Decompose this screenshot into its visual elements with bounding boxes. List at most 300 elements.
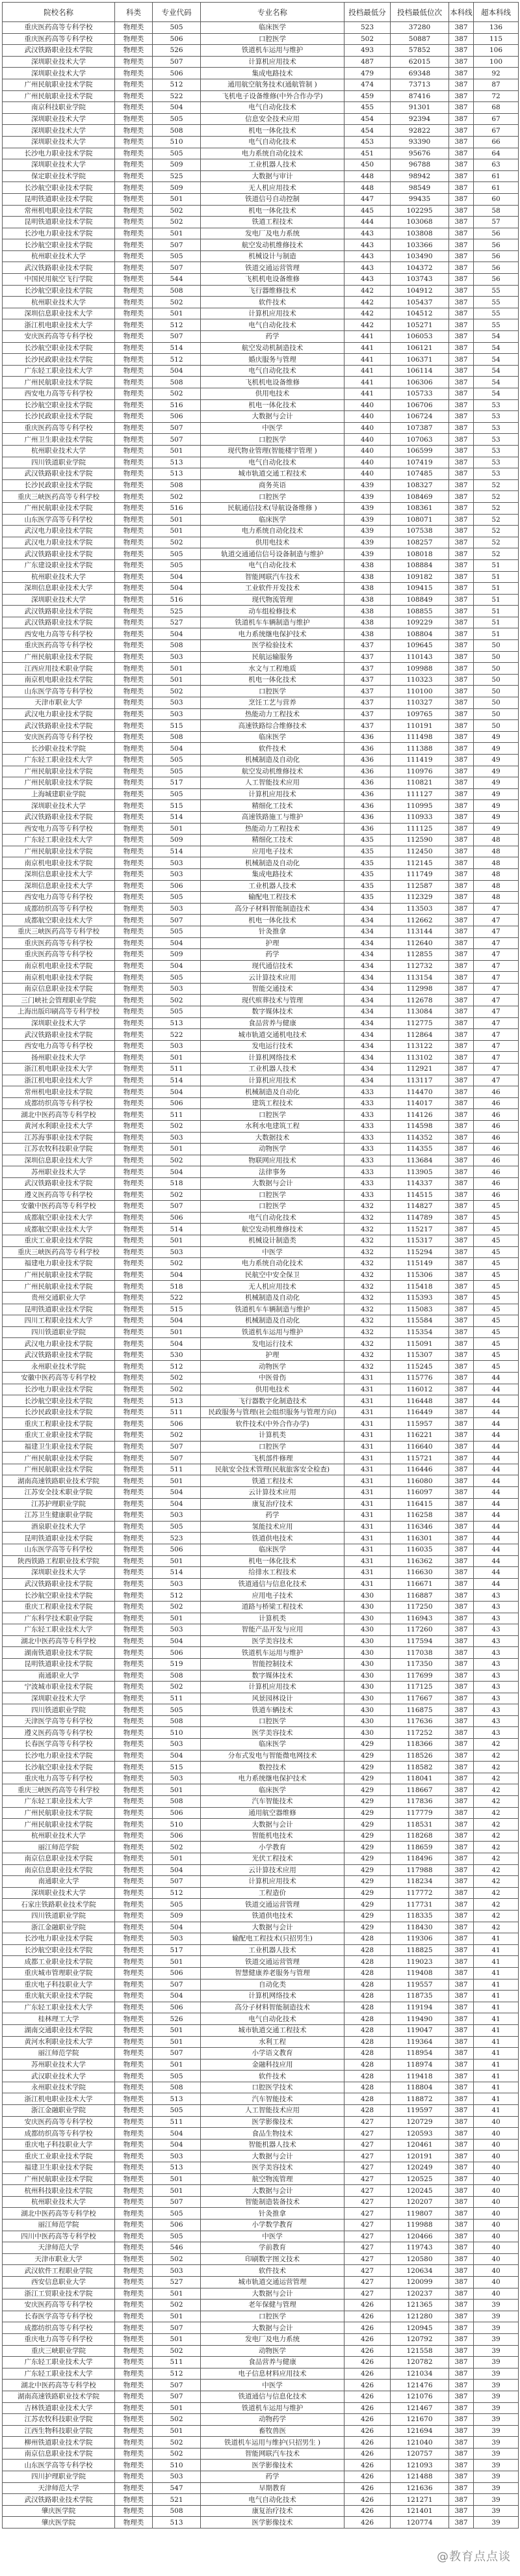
undergrad-line-cell: 387 — [449, 995, 474, 1006]
category-cell: 物理类 — [115, 1144, 153, 1155]
category-cell: 物理类 — [115, 1121, 153, 1133]
school-cell: 四川中医药高等专科学校 — [3, 2231, 115, 2242]
table-row — [3, 90, 519, 102]
undergrad-line-cell: 387 — [449, 2368, 474, 2380]
major-name-cell: 云计算技术应用 — [201, 1864, 344, 1876]
major-name-cell: 云计算技术应用 — [201, 972, 344, 984]
min-score-cell: 428 — [344, 2036, 391, 2048]
above-line-cell: 44 — [474, 1453, 519, 1464]
undergrad-line-cell: 387 — [449, 1166, 474, 1178]
min-score-cell: 430 — [344, 1715, 391, 1727]
table-row — [3, 720, 519, 732]
category-cell: 物理类 — [115, 2139, 153, 2151]
above-line-cell: 44 — [474, 1430, 519, 1442]
above-line-cell: 58 — [474, 205, 519, 217]
undergrad-line-cell: 387 — [449, 308, 474, 319]
school-cell: 长春医学高等专科学校 — [3, 2311, 115, 2322]
major-code-cell: 513 — [153, 2093, 201, 2105]
major-code-cell: 511 — [153, 1109, 201, 1121]
school-cell: 成都纺织高等专科学校 — [3, 2322, 115, 2334]
above-line-cell: 51 — [474, 559, 519, 571]
school-cell: 扬州职业技术大学 — [3, 1052, 115, 1064]
min-score-cell: 431 — [344, 1418, 391, 1430]
category-cell: 物理类 — [115, 846, 153, 857]
undergrad-line-cell: 387 — [449, 2173, 474, 2185]
undergrad-line-cell: 387 — [449, 1144, 474, 1155]
min-rank-cell: 116097 — [391, 1487, 449, 1499]
school-cell: 长沙电力职业技术学院 — [3, 1384, 115, 1395]
category-cell: 物理类 — [115, 514, 153, 526]
min-score-cell: 429 — [344, 1750, 391, 1762]
school-cell: 昆明铁道职业技术学院 — [3, 193, 115, 205]
min-rank-cell: 108361 — [391, 502, 449, 514]
major-code-cell: 506 — [153, 68, 201, 79]
min-rank-cell: 108849 — [391, 594, 449, 606]
major-name-cell: 数控技术 — [201, 1762, 344, 1773]
min-rank-cell: 108018 — [391, 548, 449, 560]
major-name-cell: 云计算技术应用 — [201, 1487, 344, 1499]
above-line-cell: 42 — [474, 1773, 519, 1784]
table-row — [3, 205, 519, 217]
major-name-cell: 输配电工程技术 — [201, 892, 344, 904]
undergrad-line-cell: 387 — [449, 1304, 474, 1315]
above-line-cell: 39 — [474, 2380, 519, 2391]
min-rank-cell: 121076 — [391, 2391, 449, 2402]
undergrad-line-cell: 387 — [449, 90, 474, 102]
min-rank-cell: 118974 — [391, 2059, 449, 2071]
major-code-cell: 505 — [153, 2071, 201, 2082]
table-row — [3, 583, 519, 595]
min-score-cell: 436 — [344, 755, 391, 766]
min-rank-cell: 109765 — [391, 708, 449, 720]
undergrad-line-cell: 387 — [449, 2265, 474, 2277]
min-rank-cell: 105733 — [391, 388, 449, 400]
table-row — [3, 1155, 519, 1166]
school-cell: 重庆工业职业技术学院 — [3, 1430, 115, 1442]
undergrad-line-cell: 387 — [449, 2231, 474, 2242]
category-cell: 物理类 — [115, 1876, 153, 1888]
table-row — [3, 1464, 519, 1475]
category-cell: 物理类 — [115, 468, 153, 480]
table-row — [3, 1441, 519, 1453]
school-cell: 深圳职业技术大学 — [3, 1567, 115, 1579]
major-name-cell: 铁道工程技术 — [201, 1475, 344, 1487]
school-cell: 福建卫生职业技术学院 — [3, 1441, 115, 1453]
major-name-cell: 口腔医学 — [201, 1441, 344, 1453]
undergrad-line-cell: 387 — [449, 1922, 474, 1933]
above-line-cell: 41 — [474, 2002, 519, 2013]
undergrad-line-cell: 387 — [449, 937, 474, 949]
category-cell: 物理类 — [115, 1281, 153, 1293]
category-cell: 物理类 — [115, 1567, 153, 1579]
table-row — [3, 2024, 519, 2036]
major-code-cell: 505 — [153, 1899, 201, 1911]
major-code-cell: 515 — [153, 1762, 201, 1773]
undergrad-line-cell: 387 — [449, 22, 474, 34]
major-code-cell: 504 — [153, 1086, 201, 1098]
min-rank-cell: 108071 — [391, 514, 449, 526]
major-code-cell: 508 — [153, 731, 201, 743]
category-cell: 物理类 — [115, 2093, 153, 2105]
major-code-cell: 503 — [153, 1510, 201, 1522]
category-cell: 物理类 — [115, 1269, 153, 1281]
above-line-cell: 49 — [474, 731, 519, 743]
table-row — [3, 2128, 519, 2140]
category-cell: 物理类 — [115, 228, 153, 239]
major-name-cell: 铁道机车车辆制造与维护 — [201, 1304, 344, 1315]
above-line-cell: 53 — [474, 445, 519, 457]
category-cell: 物理类 — [115, 1418, 153, 1430]
category-cell: 物理类 — [115, 2151, 153, 2162]
major-code-cell: 505 — [153, 2208, 201, 2220]
school-cell: 深圳职业技术大学 — [3, 136, 115, 148]
above-line-cell: 52 — [474, 537, 519, 548]
min-score-cell: 439 — [344, 479, 391, 491]
min-rank-cell: 62015 — [391, 56, 449, 68]
table-row — [3, 491, 519, 503]
min-score-cell: 429 — [344, 1762, 391, 1773]
major-name-cell: 无人机应用技术 — [201, 1281, 344, 1293]
undergrad-line-cell: 387 — [449, 1258, 474, 1270]
min-rank-cell: 115217 — [391, 1224, 449, 1235]
min-score-cell: 433 — [344, 1086, 391, 1098]
undergrad-line-cell: 387 — [449, 777, 474, 789]
school-cell: 深圳职业技术大学 — [3, 594, 115, 606]
table-row — [3, 1281, 519, 1293]
above-line-cell: 43 — [474, 1590, 519, 1602]
min-rank-cell: 116640 — [391, 1441, 449, 1453]
category-cell: 物理类 — [115, 526, 153, 537]
min-rank-cell: 87416 — [391, 90, 449, 102]
category-cell: 物理类 — [115, 2460, 153, 2471]
table-row — [3, 743, 519, 755]
major-code-cell: 513 — [153, 1395, 201, 1407]
min-score-cell: 431 — [344, 1464, 391, 1475]
above-line-cell: 46 — [474, 1132, 519, 1144]
major-code-cell: 510 — [153, 136, 201, 148]
major-code-cell: 504 — [153, 571, 201, 583]
undergrad-line-cell: 387 — [449, 1956, 474, 1968]
table-row — [3, 399, 519, 411]
above-line-cell: 40 — [474, 2253, 519, 2265]
school-cell: 重庆三峡医药高等专科学校 — [3, 491, 115, 503]
major-code-cell: 512 — [153, 354, 201, 366]
table-row — [3, 228, 519, 239]
min-rank-cell: 117988 — [391, 1864, 449, 1876]
school-cell: 安庆医药高等专科学校 — [3, 2116, 115, 2128]
category-cell: 物理类 — [115, 1201, 153, 1213]
major-code-cell: 504 — [153, 1922, 201, 1933]
min-score-cell: 438 — [344, 606, 391, 617]
above-line-cell: 48 — [474, 857, 519, 869]
undergrad-line-cell: 387 — [449, 228, 474, 239]
category-cell: 物理类 — [115, 1715, 153, 1727]
min-rank-cell: 106053 — [391, 331, 449, 343]
school-cell: 昆明铁道职业技术学院 — [3, 1304, 115, 1315]
above-line-cell: 67 — [474, 113, 519, 125]
above-line-cell: 43 — [474, 1727, 519, 1739]
major-name-cell: 计算机网络技术 — [201, 1052, 344, 1064]
major-name-cell: 印刷数字图文技术 — [201, 2253, 344, 2265]
school-cell: 重庆电子科技职业大学 — [3, 2139, 115, 2151]
above-line-cell: 47 — [474, 949, 519, 961]
header-category: 科类 — [115, 3, 153, 22]
above-line-cell: 47 — [474, 972, 519, 984]
undergrad-line-cell: 387 — [449, 571, 474, 583]
above-line-cell: 39 — [474, 2322, 519, 2334]
min-score-cell: 427 — [344, 2220, 391, 2231]
major-name-cell: 早期教育 — [201, 2482, 344, 2494]
major-code-cell: 503 — [153, 2265, 201, 2277]
table-row — [3, 2414, 519, 2426]
major-code-cell: 504 — [153, 1635, 201, 1647]
undergrad-line-cell: 387 — [449, 708, 474, 720]
major-name-cell: 发电厂及电力系统 — [201, 2333, 344, 2345]
undergrad-line-cell: 387 — [449, 1052, 474, 1064]
major-code-cell: 518 — [153, 1177, 201, 1189]
major-code-cell: 508 — [153, 377, 201, 388]
table-row — [3, 56, 519, 68]
min-rank-cell: 99435 — [391, 193, 449, 205]
school-cell: 重庆医药高等专科学校 — [3, 33, 115, 45]
table-row — [3, 708, 519, 720]
school-cell: 广州民航职业技术学院 — [3, 651, 115, 663]
category-cell: 物理类 — [115, 731, 153, 743]
table-row — [3, 537, 519, 548]
min-rank-cell: 104512 — [391, 308, 449, 319]
min-rank-cell: 118825 — [391, 1944, 449, 1956]
min-rank-cell: 116258 — [391, 1510, 449, 1522]
min-score-cell: 431 — [344, 1555, 391, 1567]
min-rank-cell: 114126 — [391, 1109, 449, 1121]
min-score-cell: 433 — [344, 1166, 391, 1178]
category-cell: 物理类 — [115, 537, 153, 548]
school-cell: 武汉铁路职业技术学院 — [3, 1029, 115, 1041]
min-rank-cell: 37280 — [391, 22, 449, 34]
above-line-cell: 42 — [474, 1819, 519, 1831]
category-cell: 物理类 — [115, 1235, 153, 1246]
table-row — [3, 1853, 519, 1865]
above-line-cell: 41 — [474, 2024, 519, 2036]
above-line-cell: 40 — [474, 2208, 519, 2220]
major-name-cell: 口腔医学 — [201, 686, 344, 697]
table-row — [3, 422, 519, 434]
table-row — [3, 2105, 519, 2117]
table-row — [3, 1933, 519, 1945]
table-row — [3, 1373, 519, 1384]
major-code-cell: 503 — [153, 2151, 201, 2162]
major-code-cell: 503 — [153, 857, 201, 869]
undergrad-line-cell: 387 — [449, 2311, 474, 2322]
category-cell: 物理类 — [115, 1933, 153, 1945]
table-row — [3, 1189, 519, 1201]
undergrad-line-cell: 387 — [449, 1853, 474, 1865]
undergrad-line-cell: 387 — [449, 731, 474, 743]
major-code-cell: 506 — [153, 33, 201, 45]
min-score-cell: 459 — [344, 90, 391, 102]
major-name-cell: 智能制造装备技术 — [201, 2196, 344, 2208]
table-row — [3, 857, 519, 869]
undergrad-line-cell: 387 — [449, 1201, 474, 1213]
undergrad-line-cell: 387 — [449, 2242, 474, 2254]
above-line-cell: 48 — [474, 868, 519, 880]
undergrad-line-cell: 387 — [449, 788, 474, 800]
undergrad-line-cell: 387 — [449, 1704, 474, 1716]
major-code-cell: 546 — [153, 2242, 201, 2254]
major-name-cell: 动物药学 — [201, 2414, 344, 2426]
undergrad-line-cell: 387 — [449, 1727, 474, 1739]
undergrad-line-cell: 387 — [449, 365, 474, 377]
above-line-cell: 40 — [474, 2185, 519, 2197]
min-score-cell: 426 — [344, 2517, 391, 2529]
major-name-cell: 铁道机车运用与维护 — [201, 1326, 344, 1338]
major-name-cell: 大数据技术 — [201, 1132, 344, 1144]
table-row — [3, 777, 519, 789]
min-rank-cell: 116875 — [391, 1704, 449, 1716]
category-cell: 物理类 — [115, 708, 153, 720]
category-cell: 物理类 — [115, 2345, 153, 2357]
undergrad-line-cell: 387 — [449, 868, 474, 880]
above-line-cell: 39 — [474, 2368, 519, 2380]
min-rank-cell: 114827 — [391, 1201, 449, 1213]
major-code-cell: 530 — [153, 1349, 201, 1361]
table-row — [3, 1647, 519, 1659]
above-line-cell: 40 — [474, 2276, 519, 2288]
undergrad-line-cell: 387 — [449, 262, 474, 274]
undergrad-line-cell: 387 — [449, 1212, 474, 1224]
major-name-cell: 机械设计制造类 — [201, 1235, 344, 1246]
major-name-cell: 航空发动机制造技术 — [201, 342, 344, 354]
major-name-cell: 医学影像技术 — [201, 2116, 344, 2128]
table-row — [3, 2036, 519, 2048]
category-cell: 物理类 — [115, 2036, 153, 2048]
major-code-cell: 508 — [153, 285, 201, 297]
min-rank-cell: 117038 — [391, 1647, 449, 1659]
major-name-cell: 医学检验技术 — [201, 640, 344, 652]
major-code-cell: 506 — [153, 2220, 201, 2231]
undergrad-line-cell: 387 — [449, 1991, 474, 2002]
major-name-cell: 软件技术 — [201, 2265, 344, 2277]
school-cell: 南京机电职业技术学院 — [3, 960, 115, 972]
above-line-cell: 40 — [474, 2220, 519, 2231]
major-code-cell: 502 — [153, 491, 201, 503]
above-line-cell: 41 — [474, 1979, 519, 1991]
min-rank-cell: 117125 — [391, 1682, 449, 1693]
school-cell: 重庆医药高等专科学校 — [3, 937, 115, 949]
category-cell: 物理类 — [115, 1075, 153, 1086]
min-rank-cell: 103808 — [391, 228, 449, 239]
school-cell: 长沙航空职业技术学院 — [3, 182, 115, 194]
undergrad-line-cell: 387 — [449, 1773, 474, 1784]
min-score-cell: 426 — [344, 2368, 391, 2380]
min-rank-cell: 120634 — [391, 2265, 449, 2277]
table-row — [3, 1304, 519, 1315]
school-cell: 江西生物科技职业学院 — [3, 2425, 115, 2437]
major-name-cell: 民政服务与管理(社会组织服务与管理方向) — [201, 1406, 344, 1418]
category-cell: 物理类 — [115, 2173, 153, 2185]
table-row — [3, 1017, 519, 1029]
undergrad-line-cell: 387 — [449, 2082, 474, 2093]
above-line-cell: 45 — [474, 1361, 519, 1373]
undergrad-line-cell: 387 — [449, 1784, 474, 1796]
category-cell: 物理类 — [115, 1762, 153, 1773]
min-rank-cell: 116448 — [391, 1395, 449, 1407]
major-name-cell: 高分子材料智能制造技术 — [201, 903, 344, 915]
school-cell: 广东轻工职业技术大学 — [3, 2357, 115, 2368]
category-cell: 物理类 — [115, 1670, 153, 1682]
min-rank-cell: 115306 — [391, 1269, 449, 1281]
above-line-cell: 47 — [474, 1052, 519, 1064]
undergrad-line-cell: 387 — [449, 926, 474, 937]
min-score-cell: 437 — [344, 640, 391, 652]
min-rank-cell: 115307 — [391, 1349, 449, 1361]
major-code-cell: 514 — [153, 342, 201, 354]
min-rank-cell: 110100 — [391, 686, 449, 697]
header-undergrad-line: 本科线 — [449, 3, 474, 22]
category-cell: 物理类 — [115, 457, 153, 468]
table-row — [3, 113, 519, 125]
major-name-cell: 建筑工程技术 — [201, 1097, 344, 1109]
min-rank-cell: 119023 — [391, 1956, 449, 1968]
table-row — [3, 686, 519, 697]
min-score-cell: 426 — [344, 2425, 391, 2437]
school-cell: 武汉电力职业技术学院 — [3, 1338, 115, 1350]
min-score-cell: 431 — [344, 1498, 391, 1510]
school-cell: 长沙民政职业技术学院 — [3, 354, 115, 366]
category-cell: 物理类 — [115, 1807, 153, 1819]
min-rank-cell: 113503 — [391, 903, 449, 915]
above-line-cell: 43 — [474, 1635, 519, 1647]
school-cell: 广州民航职业技术学院 — [3, 1281, 115, 1293]
table-row — [3, 983, 519, 995]
min-score-cell: 432 — [344, 1292, 391, 1304]
category-cell: 物理类 — [115, 743, 153, 755]
min-rank-cell: 113102 — [391, 1052, 449, 1064]
school-cell: 山东医学高等专科学校 — [3, 514, 115, 526]
undergrad-line-cell: 387 — [449, 1040, 474, 1052]
undergrad-line-cell: 387 — [449, 1453, 474, 1464]
table-row — [3, 1006, 519, 1018]
category-cell: 物理类 — [115, 1544, 153, 1555]
major-code-cell: 527 — [153, 2276, 201, 2288]
min-rank-cell: 118366 — [391, 1739, 449, 1751]
school-cell: 南京信息职业技术学院 — [3, 983, 115, 995]
major-code-cell: 503 — [153, 1773, 201, 1784]
major-code-cell: 502 — [153, 217, 201, 228]
table-row — [3, 1819, 519, 1831]
undergrad-line-cell: 387 — [449, 1338, 474, 1350]
above-line-cell: 56 — [474, 262, 519, 274]
above-line-cell: 50 — [474, 651, 519, 663]
min-score-cell: 426 — [344, 2437, 391, 2449]
major-name-cell: 铁道供电技术 — [201, 1533, 344, 1544]
major-name-cell: 针灸推拿 — [201, 926, 344, 937]
undergrad-line-cell: 387 — [449, 846, 474, 857]
table-row — [3, 182, 519, 194]
above-line-cell: 49 — [474, 811, 519, 823]
min-rank-cell: 116887 — [391, 1590, 449, 1602]
table-row — [3, 2093, 519, 2105]
table-row — [3, 2048, 519, 2059]
undergrad-line-cell: 387 — [449, 2460, 474, 2471]
major-code-cell: 513 — [153, 2162, 201, 2174]
major-name-cell: 电气自动化技术 — [201, 102, 344, 114]
min-score-cell: 431 — [344, 1395, 391, 1407]
min-rank-cell: 50887 — [391, 33, 449, 45]
min-rank-cell: 116415 — [391, 1498, 449, 1510]
table-row — [3, 651, 519, 663]
undergrad-line-cell: 387 — [449, 1521, 474, 1533]
